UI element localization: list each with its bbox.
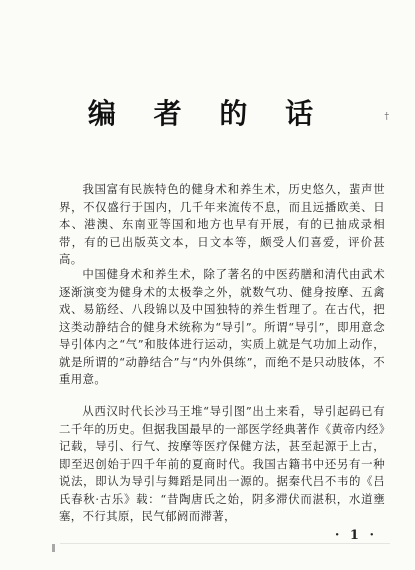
page-number: · 1 · <box>334 528 377 543</box>
paragraph-2-text: 中国健身术和养生术，除了著名的中医药膳和清代由武术逐渐演变为健身术的太极拳之外，就数气功、健身按摩、五禽戏、易筋经、八段锦以及中国独特的养生哲理了。在古代，把这类动静结合的健身术统称为“导引”。所谓“导引”，即用意念导引体内之“气”和肢体进行运动，实质上就是气功加上动作，就是所谓的“动静结合”与“内外俱练”，而绝不是只动肢体，不重用意。 <box>59 267 385 386</box>
scan-artifact <box>52 544 55 552</box>
paragraph-1 <box>59 181 385 269</box>
page-title: 编 者 的 话 <box>87 97 328 130</box>
scan-edge-line <box>60 543 390 544</box>
paragraph-3 <box>59 403 385 526</box>
margin-mark: † <box>384 112 389 122</box>
paragraph-3-text: 从西汉时代长沙马王堆“导引图”出土来看，导引起码已有二千年的历史。但据我国最早的一部医学经典著作《黄帝内经》记载，导引、行气、按摩等医疗保健方法，甚至起源于上古，即至迟创始于四千年前的夏商时代。我国古籍书中还另有一种说法，即认为导引与舞蹈是同出一源的。据秦代吕不韦的《吕氏春秋·古乐》载：“昔陶唐氏之始，阴多滞伏而湛积，水道壅塞，不行其原，民气郁阏而滞著， <box>59 404 385 523</box>
paragraph-1-text: 我国富有民族特色的健身术和养生术，历史悠久，蜚声世界，不仅盛行于国内，几千年来流传不息，而且远播欧美、日本、港澳、东南亚等国和地方也早有开展，有的已抽成录相带，有的已出版英文本，日文本等，颇受人们喜爱，评价甚高。 <box>59 182 385 266</box>
paragraph-2 <box>59 266 385 389</box>
